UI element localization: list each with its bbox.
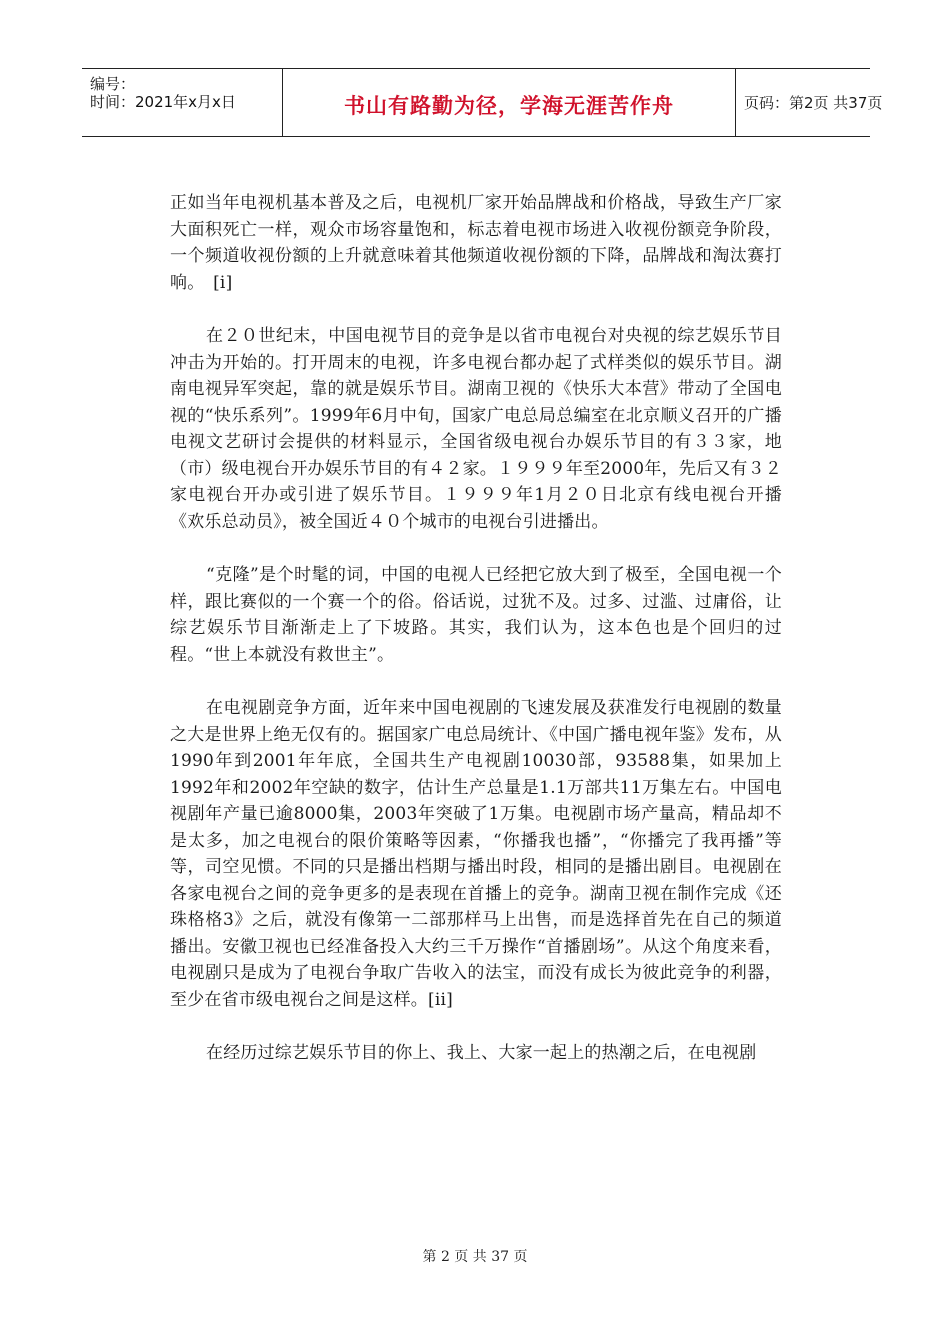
header-page-cell bbox=[736, 69, 883, 136]
serial-number-label: 编号： bbox=[90, 75, 136, 93]
header-meta-cell bbox=[82, 69, 283, 136]
page-header bbox=[82, 68, 883, 137]
paragraph: 在２０世纪末，中国电视节目的竞争是以省市电视台对央视的综艺娱乐节目冲击为开始的。打开周末的电视，许多电视台都办起了式样类似的娱乐节目。湖南电视异军突起，靠的就是娱乐节目。湖南卫视的《快乐大本营》带动了全国电视的“快乐系列”。1999年6月中旬，国家广电总局总编室在北京顺义召开的广播电视文艺研讨会提供的材料显示，全国省级电视台办娱乐节目的有３３家，地（市）级电视台开办娱乐节目的有４２家。１９９９年至2000年，先后又有３２家电视台开办或引进了娱乐节目。１９９９年1月２０日北京有线电视台开播《欢乐总动员》，被全国近４０个城市的电视台引进播出。 bbox=[170, 326, 782, 532]
header-motto-cell bbox=[283, 69, 736, 136]
paragraph: 正如当年电视机基本普及之后，电视机厂家开始品牌战和价格战，导致生产厂家大面积死亡一样，观众市场容量饱和，标志着电视市场进入收视份额竞争阶段，一个频道收视份额的上升就意味着其他频道收视份额的下降，品牌战和淘汰赛打响。 [i] bbox=[170, 193, 782, 293]
document-body bbox=[170, 190, 782, 1094]
paragraph: “克隆”是个时髦的词，中国的电视人已经把它放大到了极至，全国电视一个样，跟比赛似的一个赛一个的俗。俗话说，过犹不及。过多、过滥、过庸俗，让综艺娱乐节目渐渐走上了下坡路。其实，我们认为，这本色也是个回归的过程。“世上本就没有救世主”。 bbox=[170, 565, 782, 665]
paragraph: 在经历过综艺娱乐节目的你上、我上、大家一起上的热潮之后，在电视剧 bbox=[206, 1043, 757, 1063]
page-footer: 第 2 页 共 37 页 bbox=[422, 1249, 528, 1265]
motto-text: 书山有路勤为径，学海无涯苦作舟 bbox=[344, 94, 674, 118]
paragraph: 在电视剧竞争方面，近年来中国电视剧的飞速发展及获准发行电视剧的数量之大是世界上绝无仅有的。据国家广电总局统计、《中国广播电视年鉴》发布，从1990年到2001年年底，全国共生产电视剧10030部，93588集，如果加上1992年和2002年空缺的数字，估计生产总量是1.1万部共11万集左右。中国电视剧年产量已逾8000集，2003年突破了1万集。电视剧市场产量高，精品却不是太多，加之电视台的限价策略等因素，“你播我也播”，“你播完了我再播”等等，司空见惯。不同的只是播出档期与播出时段，相同的是播出剧目。电视剧在各家电视台之间的竞争更多的是表现在首播上的竞争。湖南卫视在制作完成《还珠格格3》之后，就没有像第一二部那样马上出售，而是选择首先在自己的频道播出。安徽卫视也已经准备投入大约三千万操作“首播剧场”。从这个角度来看，电视剧只是成为了电视台争取广告收入的法宝，而没有成长为彼此竞争的利器，至少在省市级电视台之间是这样。[ii] bbox=[170, 698, 782, 1010]
header-page-number: 页码：第2页 共37页 bbox=[744, 94, 883, 112]
date-label: 时间：2021年x月x日 bbox=[90, 93, 236, 111]
